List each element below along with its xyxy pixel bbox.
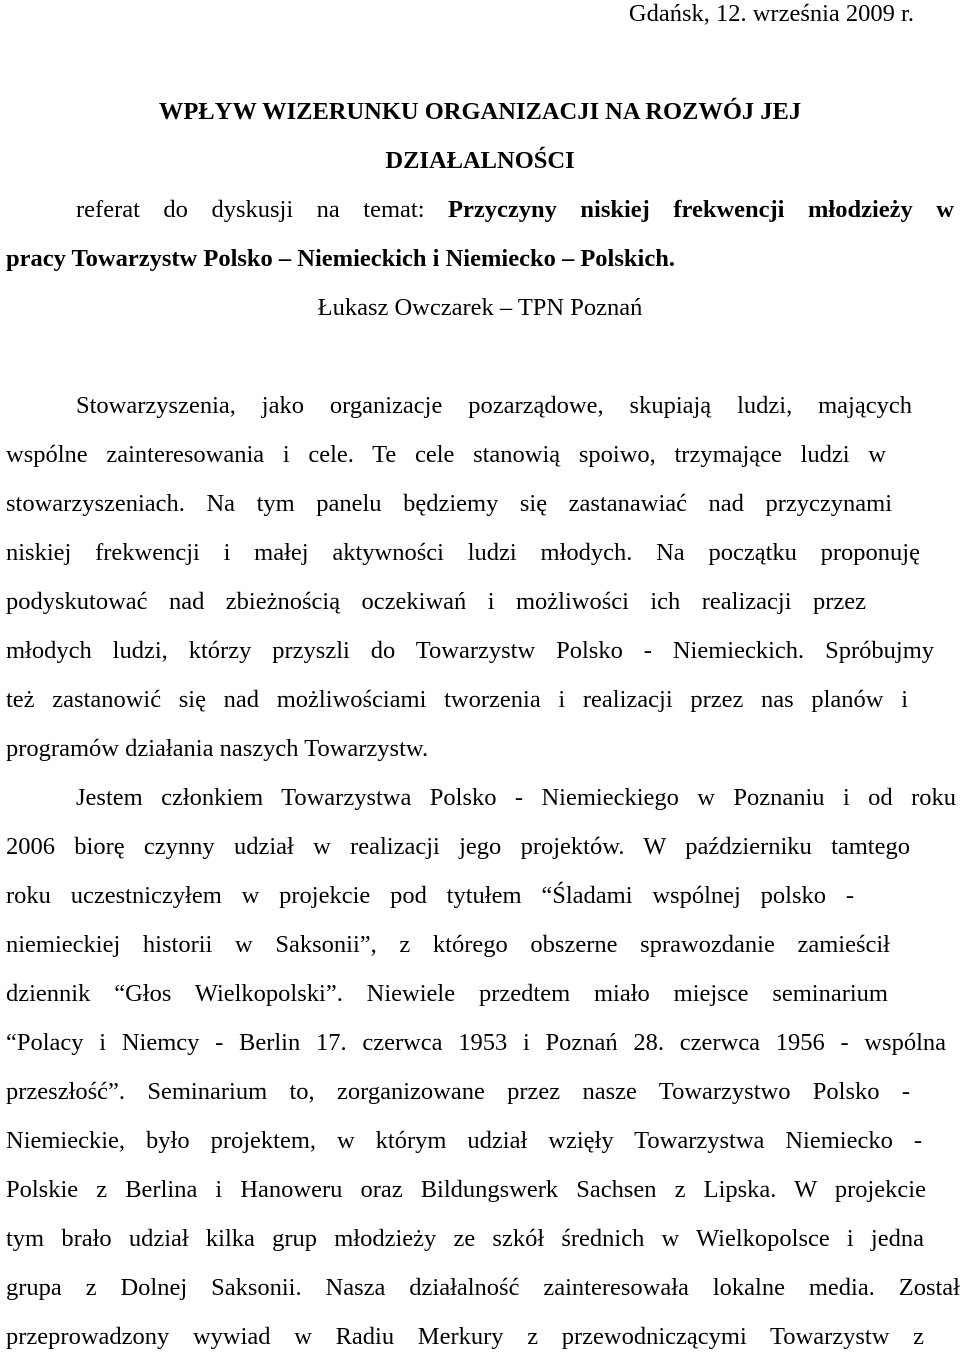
body-line: wspólne zainteresowania i cele. Te cele stanowią spoiwo, trzymające ludzi w: [6, 441, 886, 468]
body-line: 2006 biorę czynny udział w realizacji jego projektów. W październiku tamtego: [6, 833, 910, 860]
body-line: roku uczestniczyłem w projekcie pod tytułem “Śladami wspólnej polsko -: [6, 882, 854, 909]
body-line: też zastanowić się nad możliwościami tworzenia i realizacji przez nas planów i: [6, 686, 908, 713]
subtitle-topic-1: Przyczyny niskiej frekwencji młodzieży w: [448, 196, 954, 223]
body-line: tym brało udział kilka grup młodzieży ze szkół średnich w Wielkopolsce i jedna: [6, 1225, 924, 1252]
body-line: stowarzyszeniach. Na tym panelu będziemy się zastanawiać nad przyczynami: [6, 490, 892, 517]
body-line: Stowarzyszenia, jako organizacje pozarządowe, skupiają ludzi, mających: [76, 392, 912, 419]
body-line: “Polacy i Niemcy - Berlin 17. czerwca 1953 i Poznań 28. czerwca 1956 - wspólna: [6, 1029, 946, 1056]
body-line: dziennik “Głos Wielkopolski”. Niewiele przedtem miało miejsce seminarium: [6, 980, 888, 1007]
body-line: niemieckiej historii w Saksonii”, z którego obszerne sprawozdanie zamieścił: [6, 931, 890, 958]
title-line-2: DZIAŁALNOŚCI: [385, 147, 575, 174]
title-line-1: WPŁYW WIZERUNKU ORGANIZACJI NA ROZWÓJ JEJ: [158, 98, 802, 125]
body-line: Polskie z Berlina i Hanoweru oraz Bildungswerk Sachsen z Lipska. W projekcie: [6, 1176, 926, 1203]
author-line: Łukasz Owczarek – TPN Poznań: [317, 294, 643, 321]
body-line: programów działania naszych Towarzystw.: [6, 735, 429, 762]
body-line: przeszłość”. Seminarium to, zorganizowane przez nasze Towarzystwo Polsko -: [6, 1078, 910, 1105]
subtitle-line-1: [76, 196, 954, 224]
body-line: Jestem członkiem Towarzystwa Polsko - Niemieckiego w Poznaniu i od roku: [76, 784, 956, 811]
body-line: niskiej frekwencji i małej aktywności ludzi młodych. Na początku proponuję: [6, 539, 920, 566]
body-line: grupa z Dolnej Saksonii. Nasza działalność zainteresowała lokalne media. Został: [6, 1274, 960, 1301]
body-line: podyskutować nad zbieżnością oczekiwań i możliwości ich realizacji przez: [6, 588, 866, 615]
subtitle-prefix: referat do dyskusji na temat:: [76, 196, 449, 223]
subtitle-line-2: pracy Towarzystw Polsko – Niemieckich i Niemiecko – Polskich.: [6, 245, 675, 272]
document-date: Gdańsk, 12. września 2009 r.: [628, 0, 914, 27]
body-line: przeprowadzony wywiad w Radiu Merkury z przewodniczącymi Towarzystw z: [6, 1323, 924, 1350]
body-line: Niemieckie, było projektem, w którym udział wzięły Towarzystwa Niemiecko -: [6, 1127, 922, 1154]
body-line: młodych ludzi, którzy przyszli do Towarzystw Polsko - Niemieckich. Spróbujmy: [6, 637, 934, 664]
